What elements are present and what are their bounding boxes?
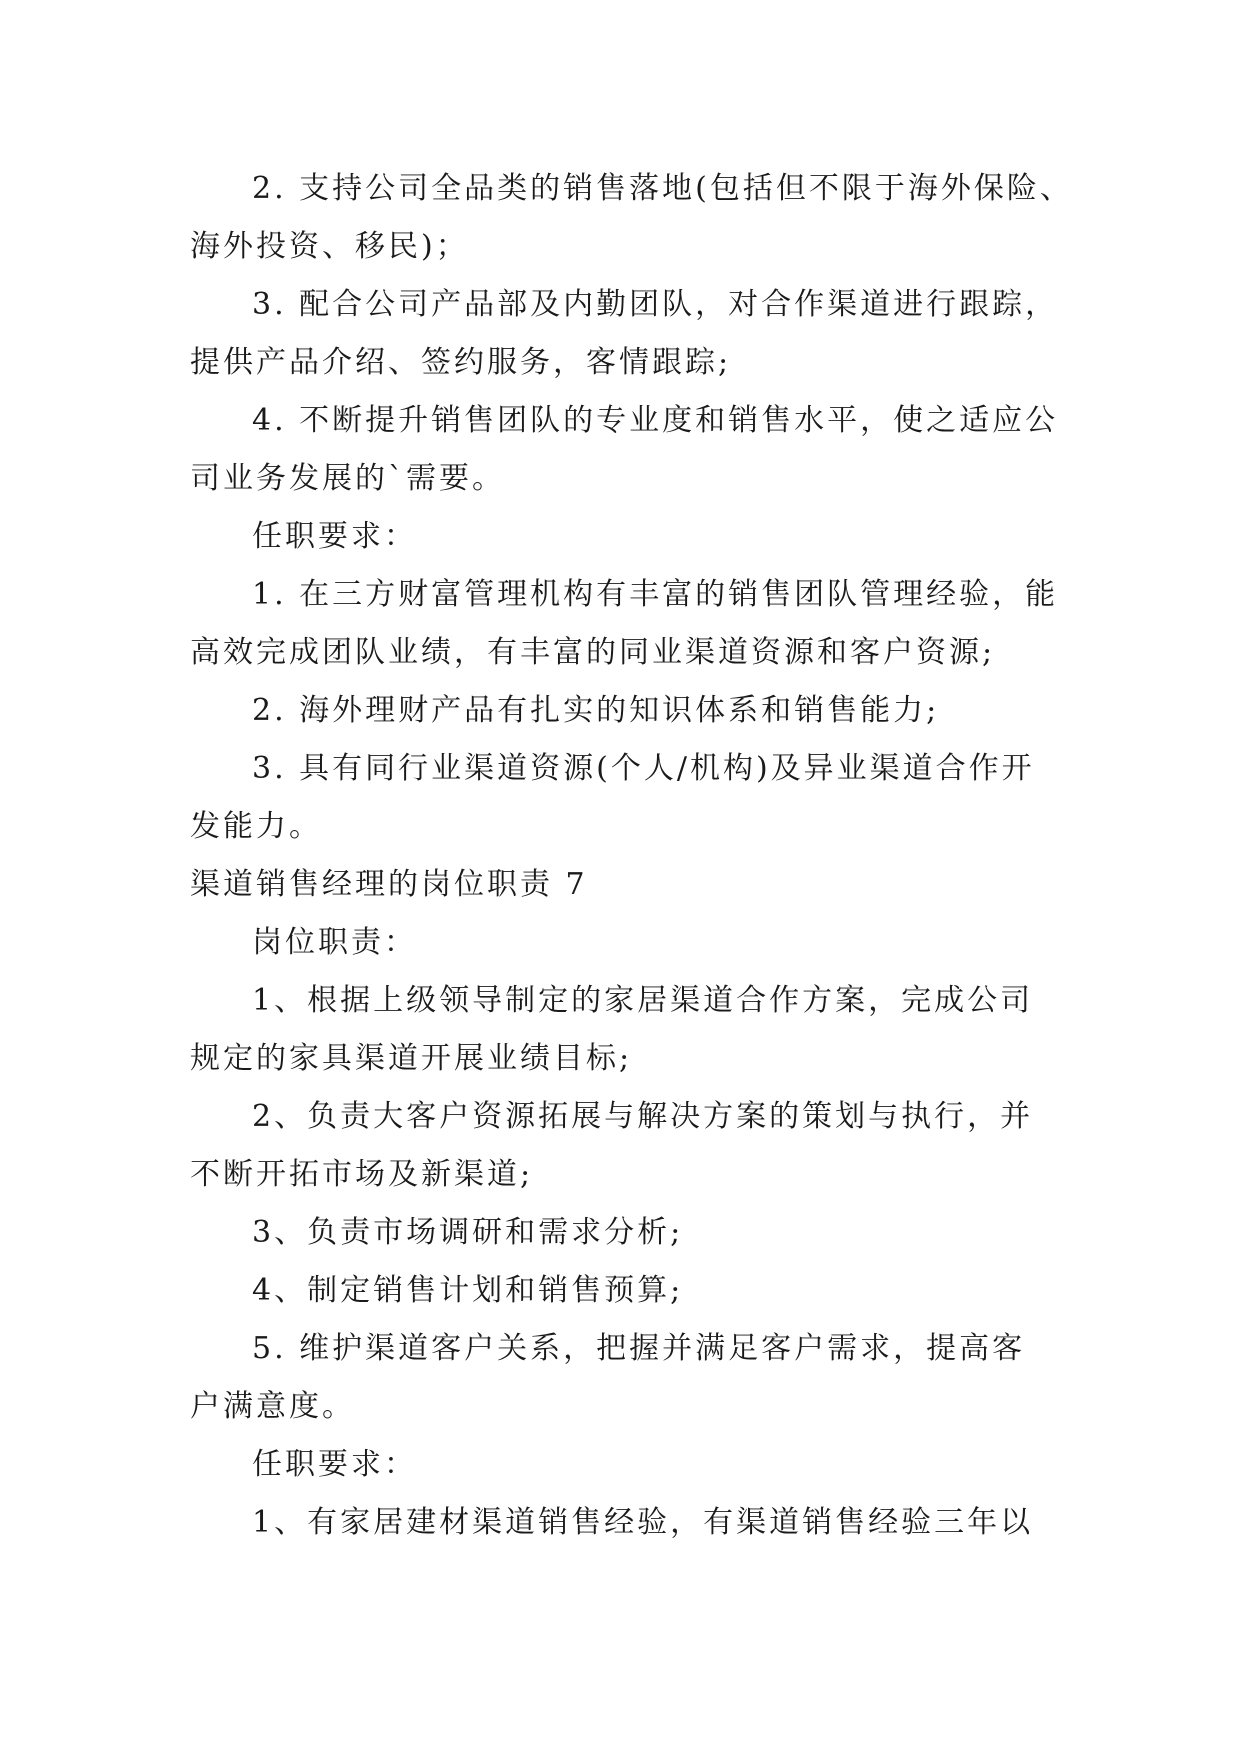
text-line: 海外投资、移民)； [190,229,469,264]
text-line: 不断开拓市场及新渠道; [190,1157,534,1192]
text-line: 2. 支持公司全品类的销售落地(包括但不限于海外保险、 [252,171,1073,206]
text-line: 高效完成团队业绩，有丰富的同业渠道资源和客户资源; [190,635,996,670]
text-line: 5. 维护渠道客户关系，把握并满足客户需求，提高客 [252,1331,1026,1366]
section-heading: 岗位职责： [252,925,417,960]
text-line: 户满意度。 [190,1389,355,1424]
text-line: 司业务发展的`需要。 [190,461,505,496]
text-line: 1、根据上级领导制定的家居渠道合作方案，完成公司 [252,983,1034,1018]
text-line: 4、制定销售计划和销售预算; [252,1273,684,1308]
section-heading: 任职要求： [252,519,417,554]
text-line: 3、负责市场调研和需求分析; [252,1215,684,1250]
document-body [190,160,1073,1552]
text-line: 提供产品介绍、签约服务，客情跟踪; [190,345,732,380]
text-line: 发能力。 [190,809,322,844]
text-line: 2. 海外理财产品有扎实的知识体系和销售能力; [252,693,940,728]
text-line: 3. 具有同行业渠道资源(个人/机构)及异业渠道合作开 [252,751,1035,786]
text-line: 1、有家居建材渠道销售经验，有渠道销售经验三年以 [252,1505,1034,1540]
text-line: 2、负责大客户资源拓展与解决方案的策划与执行，并 [252,1099,1034,1134]
text-line: 4. 不断提升销售团队的专业度和销售水平，使之适应公 [252,403,1059,438]
section-heading: 任职要求： [252,1447,417,1482]
text-line: 3. 配合公司产品部及内勤团队，对合作渠道进行跟踪， [252,287,1059,322]
text-line: 1. 在三方财富管理机构有丰富的销售团队管理经验，能 [252,577,1059,612]
article-title: 渠道销售经理的岗位职责 7 [190,867,588,902]
text-line: 规定的家具渠道开展业绩目标; [190,1041,633,1076]
